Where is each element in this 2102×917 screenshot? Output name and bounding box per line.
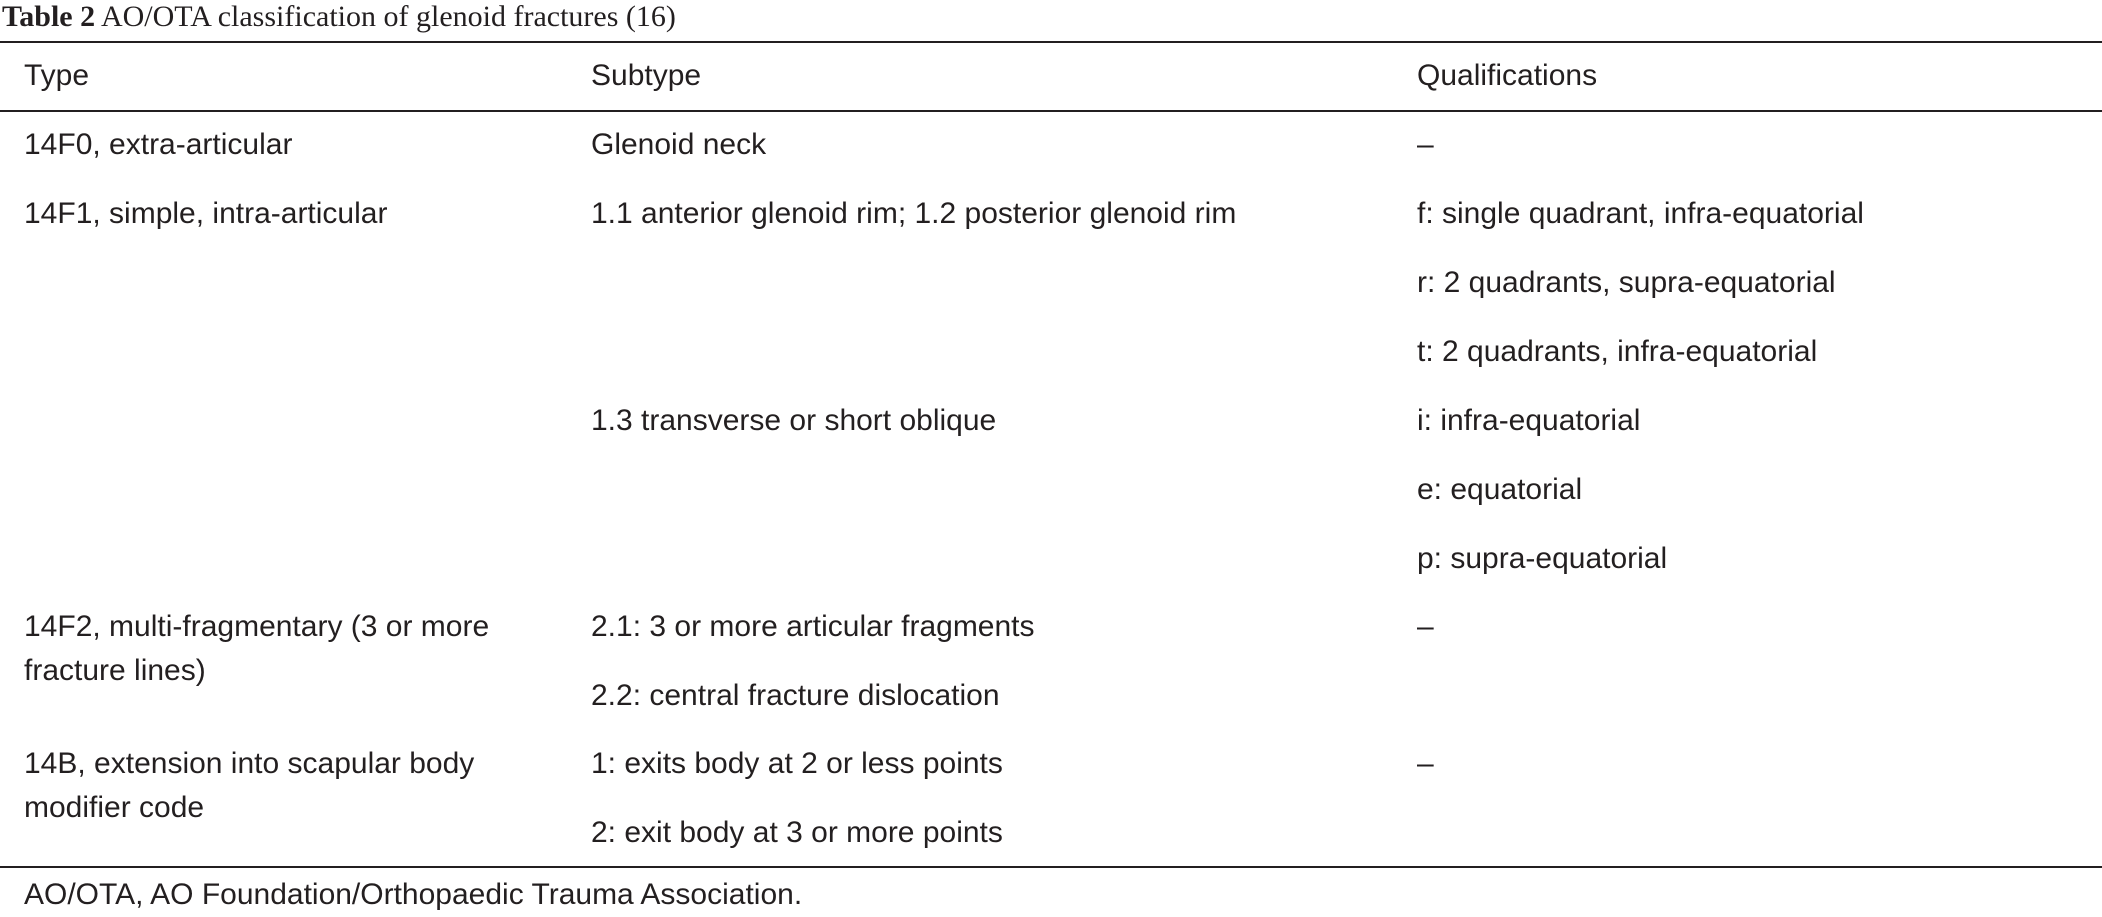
cell-qualification: – <box>1417 128 1434 161</box>
cell-type: 14F2, multi-fragmentary (3 or more fracture lines) <box>24 610 490 687</box>
cell-subtype: 2: exit body at 3 or more points <box>591 816 1003 849</box>
cell-subtype: 1: exits body at 2 or less points <box>591 747 1003 780</box>
cell-subtype: 1.3 transverse or short oblique <box>591 404 997 437</box>
cell-type: 14B, extension into scapular body modifier code <box>24 747 475 824</box>
cell-subtype: 2.1: 3 or more articular fragments <box>591 610 1035 643</box>
header-subtype: Subtype <box>591 59 702 92</box>
table-bottom-rule <box>0 866 2102 868</box>
cell-subtype: Glenoid neck <box>591 128 767 161</box>
header-qualifications: Qualifications <box>1417 59 1598 92</box>
header-type: Type <box>24 59 90 92</box>
cell-subtype: 2.2: central fracture dislocation <box>591 679 1000 712</box>
table-caption-text: AO/OTA classification of glenoid fractures (16) <box>100 0 676 33</box>
cell-qualification: – <box>1417 610 1434 643</box>
cell-type: 14F1, simple, intra-articular <box>24 197 388 230</box>
cell-qualification: i: infra-equatorial <box>1417 404 1641 437</box>
table-header-rule <box>0 110 2102 112</box>
cell-subtype: 1.1 anterior glenoid rim; 1.2 posterior glenoid rim <box>591 197 1237 230</box>
cell-qualification: f: single quadrant, infra-equatorial <box>1417 197 1864 230</box>
table-top-rule <box>0 41 2102 43</box>
cell-qualification: e: equatorial <box>1417 473 1583 506</box>
table-footnote: AO/OTA, AO Foundation/Orthopaedic Trauma Association. <box>24 878 803 911</box>
table-caption-label: Table 2 <box>2 0 96 33</box>
cell-qualification: p: supra-equatorial <box>1417 542 1668 575</box>
cell-qualification: – <box>1417 747 1434 780</box>
cell-qualification: r: 2 quadrants, supra-equatorial <box>1417 266 1836 299</box>
cell-qualification: t: 2 quadrants, infra-equatorial <box>1417 335 1818 368</box>
table-caption <box>2 0 676 40</box>
cell-type: 14F0, extra-articular <box>24 128 293 161</box>
